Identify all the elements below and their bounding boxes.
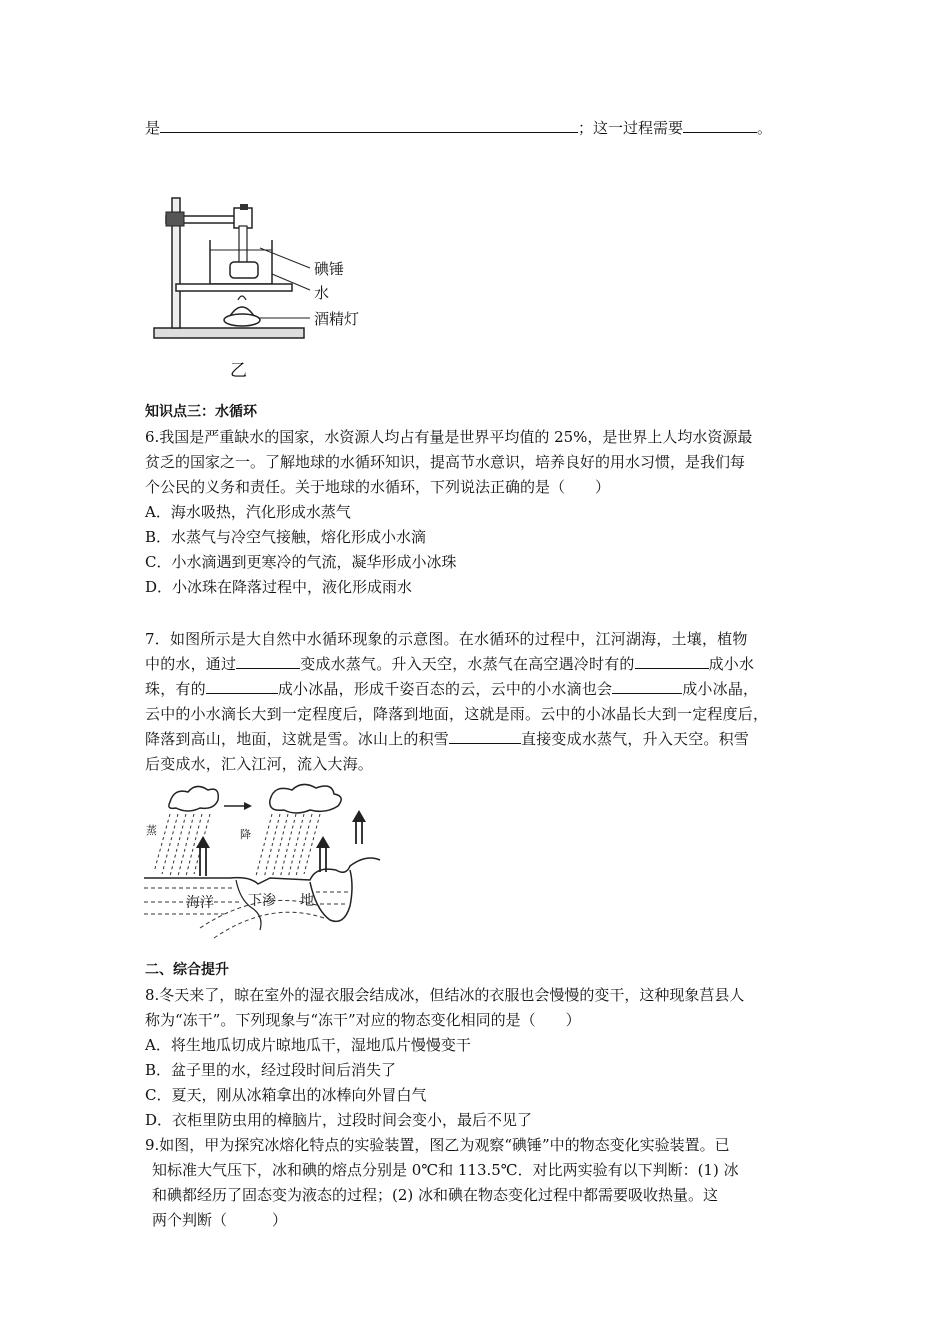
q7-line <box>145 679 758 699</box>
top-answer-line <box>145 118 772 138</box>
q7-line: 7．如图所示是大自然中水循环现象的示意图。在水循环的过程中，江河湖海，土壤，植物 <box>145 630 748 648</box>
iodine-hammer-figure <box>150 188 390 381</box>
q7-text: 中的水，通过 <box>145 655 237 673</box>
label-ground: 地 <box>300 893 314 909</box>
q7-line <box>145 729 749 749</box>
label-water: 水 <box>314 284 330 302</box>
section-title-comprehensive: 二、综合提升 <box>145 962 229 978</box>
q8-stem-line: 称为“冻干”。下列现象与“冻干”对应的物态变化相同的是（ ） <box>145 1011 581 1029</box>
q6-option-a: A．海水吸热，汽化形成水蒸气 <box>145 503 351 521</box>
water-cycle-figure <box>140 780 385 945</box>
answer-blank[interactable] <box>236 654 300 669</box>
section-title-water-cycle: 知识点三：水循环 <box>145 404 257 420</box>
q8-option-a: A．将生地瓜切成片晾地瓜干，湿地瓜片慢慢变干 <box>145 1036 471 1054</box>
label-ocean: 海洋 <box>186 895 214 911</box>
q6-option-b: B．水蒸气与冷空气接触，熔化形成小水滴 <box>145 528 427 546</box>
q8-stem-line: 8.冬天来了，晾在室外的湿衣服会结成冰，但结冰的衣服也会慢慢的变干，这种现象莒县人 <box>145 986 745 1004</box>
answer-blank[interactable] <box>612 679 682 694</box>
answer-blank[interactable] <box>683 118 757 133</box>
answer-blank[interactable] <box>635 654 709 669</box>
q6-option-c: C．小水滴遇到更寒冷的气流，凝华形成小冰珠 <box>145 553 457 571</box>
top-line-separator: ；这一过程需要 <box>578 119 684 137</box>
water-cycle-drawing <box>140 780 385 945</box>
q7-line: 后变成水，汇入江河，流入大海。 <box>145 755 374 773</box>
apparatus-drawing <box>150 188 390 378</box>
q9-stem-line: 9.如图，甲为探究冰熔化特点的实验装置，图乙为观察“碘锤”中的物态变化实验装置。已 <box>145 1136 730 1154</box>
q7-text: 珠，有的 <box>145 680 206 698</box>
q7-text: 成小水 <box>708 655 755 673</box>
q9-stem-line: 知标准大气压下，冰和碘的熔点分别是 0℃和 113.5℃．对比两实验有以下判断：(1) 冰 <box>152 1161 739 1179</box>
figure-caption-yi: 乙 <box>230 361 247 381</box>
q6-stem-line: 个公民的义务和责任。关于地球的水循环，下列说法正确的是（ ） <box>145 478 611 496</box>
q7-text: 成小冰晶， <box>682 680 759 698</box>
q8-option-b: B．盆子里的水，经过段时间后消失了 <box>145 1061 397 1079</box>
q7-text: 降落到高山，地面，这就是雪。冰山上的积雪 <box>145 730 450 748</box>
label-infiltration: 下渗 <box>248 893 276 909</box>
q9-stem-line: 和碘都经历了固态变为液态的过程；(2) 冰和碘在物态变化过程中都需要吸收热量。这 <box>152 1186 719 1204</box>
q8-option-d: D．衣柜里防虫用的樟脑片，过段时间会变小，最后不见了 <box>145 1111 533 1129</box>
q7-line: 云中的小水滴长大到一定程度后，降落到地面，这就是雨。云中的小冰晶长大到一定程度后， <box>145 705 769 723</box>
q6-stem-line: 贫乏的国家之一。了解地球的水循环知识，提高节水意识，培养良好的用水习惯，是我们每 <box>145 453 746 471</box>
q6-stem-line: 6.我国是严重缺水的国家，水资源人均占有量是世界平均值的 25%，是世界上人均水资源最 <box>145 428 753 446</box>
top-line-prefix: 是 <box>145 119 161 137</box>
answer-blank[interactable] <box>160 118 578 133</box>
q9-stem-line: 两个判断（ ） <box>152 1211 288 1229</box>
label-alcohol-lamp: 酒精灯 <box>314 310 360 328</box>
top-line-suffix: 。 <box>757 119 773 137</box>
answer-blank[interactable] <box>206 679 278 694</box>
label-precipitation: 降 <box>240 828 251 841</box>
q6-option-d: D．小冰珠在降落过程中，液化形成雨水 <box>145 578 413 596</box>
q8-option-c: C．夏天，刚从冰箱拿出的冰棒向外冒白气 <box>145 1086 427 1104</box>
q7-text: 变成水蒸气。升入天空，水蒸气在高空遇冷时有的 <box>300 655 635 673</box>
q7-text: 成小冰晶，形成千姿百态的云，云中的小水滴也会 <box>277 680 613 698</box>
label-iodine-hammer: 碘锤 <box>314 260 345 278</box>
answer-blank[interactable] <box>449 729 521 744</box>
q7-text: 直接变成水蒸气，升入天空。积雪 <box>521 730 750 748</box>
label-evaporation: 蒸 <box>146 824 157 837</box>
q7-line <box>145 654 754 674</box>
